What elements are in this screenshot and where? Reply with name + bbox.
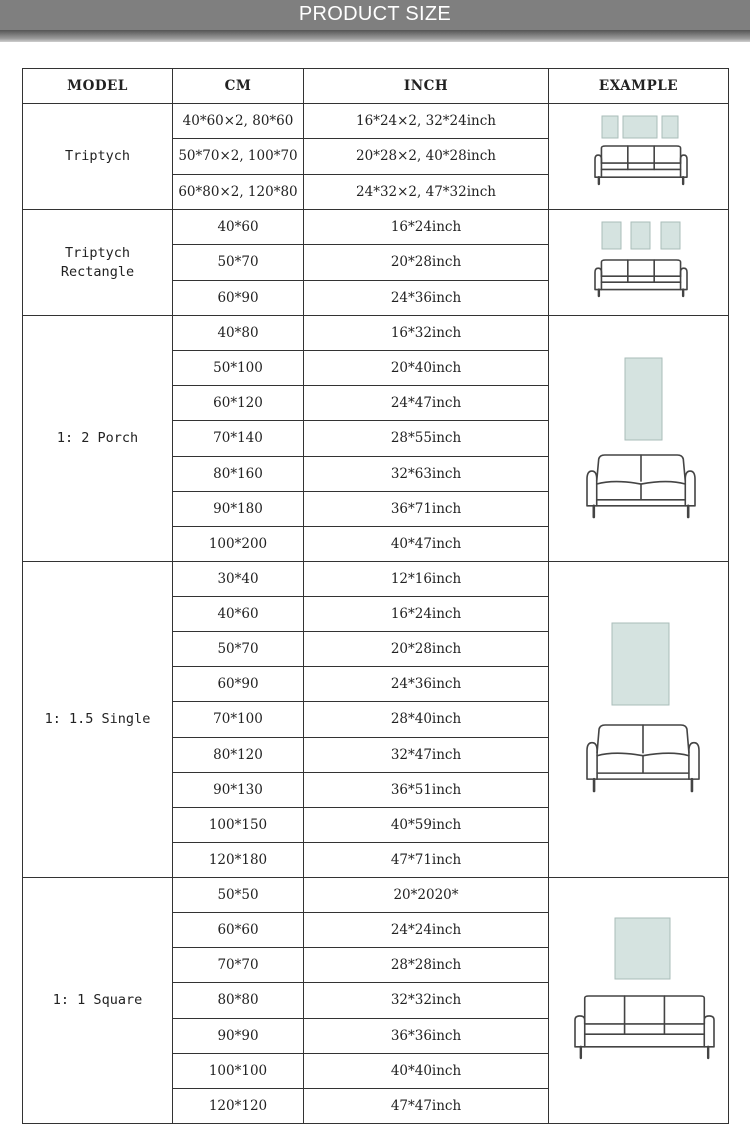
- cm-cell: 70*70: [173, 948, 304, 983]
- inch-cell: 20*28×2, 40*28inch: [304, 139, 549, 174]
- cm-cell: 120*120: [173, 1088, 304, 1123]
- model-label: 1: 1.5 Single: [44, 711, 151, 727]
- artwork-frame: [615, 918, 670, 979]
- model-cell: [23, 316, 173, 562]
- inch-cell: 40*59inch: [304, 807, 549, 842]
- header-model: MODEL: [23, 69, 173, 104]
- example-cell: [549, 210, 729, 316]
- cm-cell: 80*80: [173, 983, 304, 1018]
- inch-cell: 36*36inch: [304, 1018, 549, 1053]
- inch-cell: 32*63inch: [304, 456, 549, 491]
- size-table: [22, 68, 729, 1124]
- example-cell: [549, 104, 729, 210]
- inch-cell: 40*47inch: [304, 526, 549, 561]
- cm-cell: 60*80×2, 120*80: [173, 174, 304, 209]
- cm-cell: 100*200: [173, 526, 304, 561]
- inch-cell: 24*36inch: [304, 667, 549, 702]
- inch-cell: 24*47inch: [304, 386, 549, 421]
- header-banner-shadow: [0, 30, 750, 42]
- triptych-wide-sofa-icon: [549, 104, 729, 209]
- inch-cell: 16*24×2, 32*24inch: [304, 104, 549, 139]
- artwork-frame: [662, 116, 678, 138]
- inch-cell: 16*32inch: [304, 316, 549, 351]
- sofa-icon: [595, 146, 687, 184]
- table-header-row: [23, 69, 729, 104]
- artwork-frame: [625, 358, 662, 440]
- model-label: 1: 2 Porch: [56, 430, 139, 446]
- cm-cell: 90*130: [173, 772, 304, 807]
- header-example: EXAMPLE: [549, 69, 729, 104]
- cm-cell: 40*60: [173, 210, 304, 245]
- artwork-frame: [661, 222, 680, 249]
- cm-cell: 90*90: [173, 1018, 304, 1053]
- sofa-icon: [575, 996, 714, 1058]
- inch-cell: 20*28inch: [304, 245, 549, 280]
- cm-cell: 40*60: [173, 597, 304, 632]
- example-cell: [549, 316, 729, 562]
- inch-cell: 20*40inch: [304, 351, 549, 386]
- artwork-frame: [631, 222, 650, 249]
- inch-cell: 12*16inch: [304, 562, 549, 597]
- page-title: PRODUCT SIZE: [298, 3, 452, 25]
- inch-cell: 47*71inch: [304, 842, 549, 877]
- header-cm: CM: [173, 69, 304, 104]
- cm-cell: 50*50: [173, 878, 304, 913]
- inch-cell: 32*47inch: [304, 737, 549, 772]
- cm-cell: 100*150: [173, 807, 304, 842]
- cm-cell: 50*100: [173, 351, 304, 386]
- cm-cell: 120*180: [173, 842, 304, 877]
- cm-cell: 90*180: [173, 491, 304, 526]
- square-sofa-icon: [549, 878, 729, 1123]
- inch-cell: 20*2020*: [304, 878, 549, 913]
- inch-cell: 16*24inch: [304, 210, 549, 245]
- inch-cell: 16*24inch: [304, 597, 549, 632]
- cm-cell: 40*80: [173, 316, 304, 351]
- cm-cell: 60*90: [173, 667, 304, 702]
- model-label: Triptych: [64, 244, 131, 261]
- cm-cell: 60*60: [173, 913, 304, 948]
- model-cell: [23, 878, 173, 1124]
- cm-cell: 40*60×2, 80*60: [173, 104, 304, 139]
- inch-cell: 24*24inch: [304, 913, 549, 948]
- table-row: [23, 104, 729, 139]
- sofa-icon: [587, 725, 699, 791]
- cm-cell: 50*70: [173, 632, 304, 667]
- inch-cell: 36*51inch: [304, 772, 549, 807]
- example-cell: [549, 878, 729, 1124]
- cm-cell: 50*70×2, 100*70: [173, 139, 304, 174]
- inch-cell: 32*32inch: [304, 983, 549, 1018]
- artwork-frame: [602, 116, 618, 138]
- model-label: Triptych: [64, 148, 131, 164]
- artwork-frame: [602, 222, 621, 249]
- model-cell: [23, 210, 173, 316]
- model-cell: [23, 104, 173, 210]
- cm-cell: 80*160: [173, 456, 304, 491]
- artwork-frame: [623, 116, 657, 138]
- single-sofa-icon: [549, 562, 729, 877]
- inch-cell: 36*71inch: [304, 491, 549, 526]
- cm-cell: 30*40: [173, 562, 304, 597]
- model-label: 1: 1 Square: [52, 992, 143, 1008]
- cm-cell: 70*140: [173, 421, 304, 456]
- inch-cell: 47*47inch: [304, 1088, 549, 1123]
- table-row: [23, 210, 729, 245]
- cm-cell: 60*90: [173, 280, 304, 315]
- cm-cell: 60*120: [173, 386, 304, 421]
- artwork-frame: [612, 623, 669, 705]
- porch-sofa-icon: [549, 316, 729, 561]
- inch-cell: 28*55inch: [304, 421, 549, 456]
- header-inch: INCH: [304, 69, 549, 104]
- inch-cell: 24*32×2, 47*32inch: [304, 174, 549, 209]
- inch-cell: 20*28inch: [304, 632, 549, 667]
- triptych-rectangle-sofa-icon: [549, 210, 729, 315]
- table-row: [23, 316, 729, 351]
- inch-cell: 24*36inch: [304, 280, 549, 315]
- cm-cell: 70*100: [173, 702, 304, 737]
- cm-cell: 100*100: [173, 1053, 304, 1088]
- cm-cell: 80*120: [173, 737, 304, 772]
- inch-cell: 28*28inch: [304, 948, 549, 983]
- inch-cell: 28*40inch: [304, 702, 549, 737]
- sofa-icon: [595, 260, 687, 296]
- sofa-icon: [587, 455, 695, 517]
- example-cell: [549, 562, 729, 878]
- cm-cell: 50*70: [173, 245, 304, 280]
- model-cell: [23, 562, 173, 878]
- table-row: [23, 878, 729, 913]
- table-row: [23, 562, 729, 597]
- inch-cell: 40*40inch: [304, 1053, 549, 1088]
- model-label: Rectangle: [60, 263, 135, 280]
